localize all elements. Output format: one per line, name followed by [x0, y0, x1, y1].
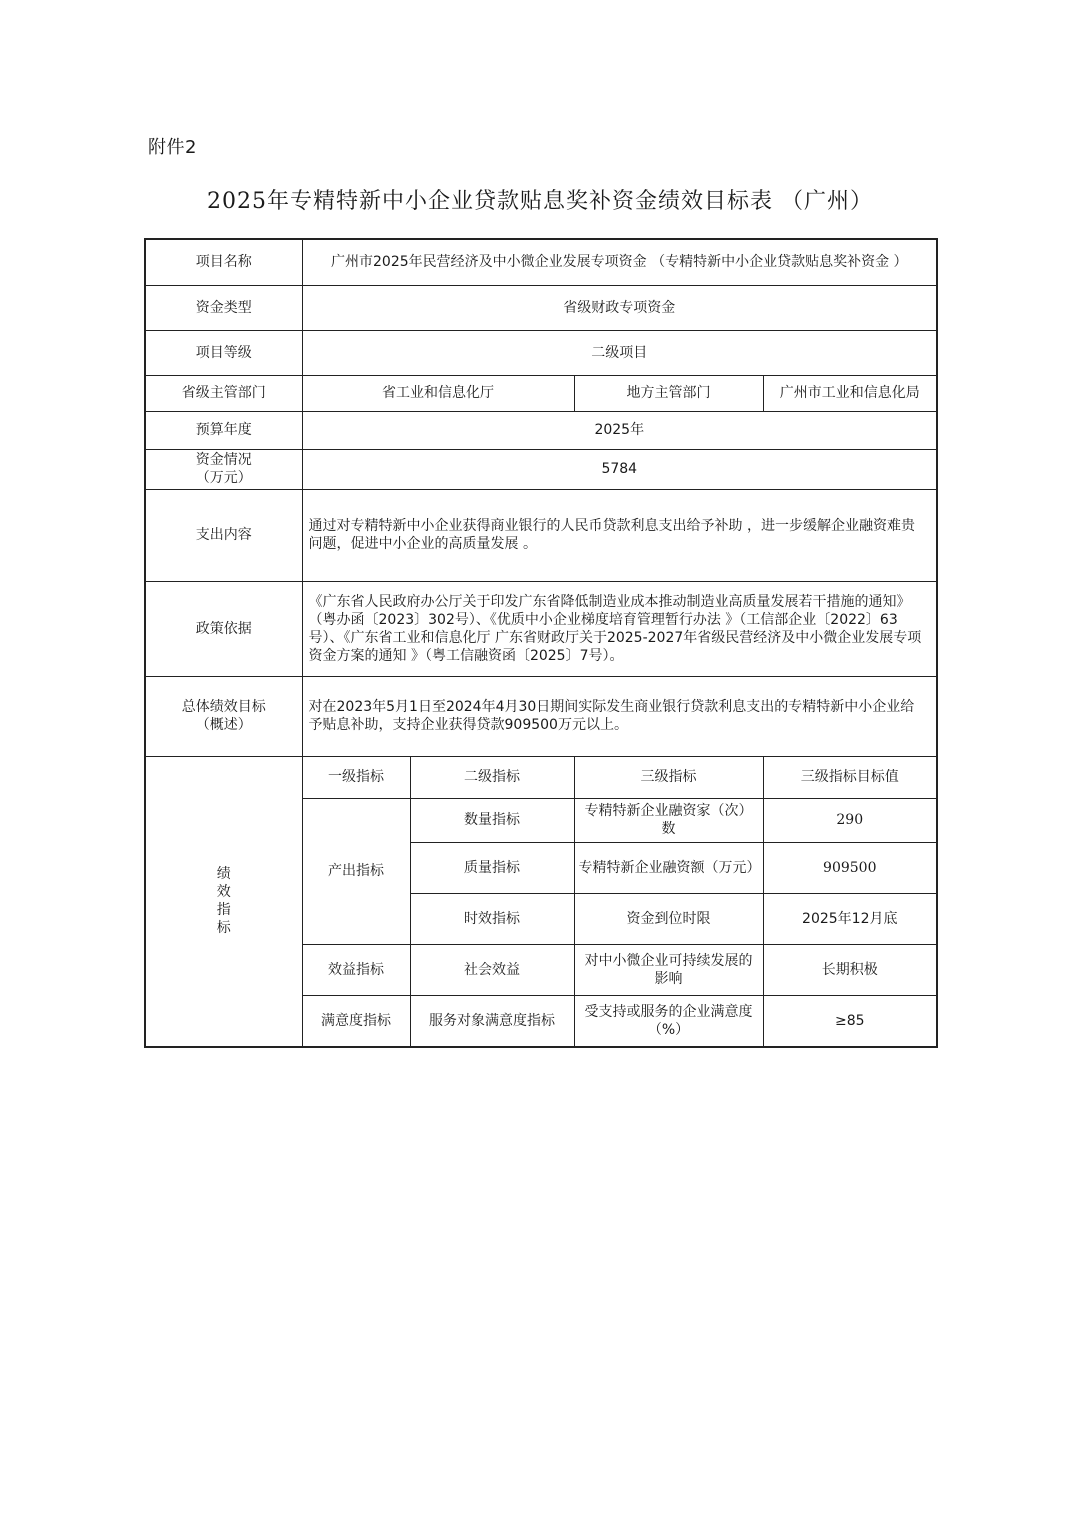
overall-goal-row [145, 676, 937, 756]
output-indicator-label: 产出指标 [302, 798, 410, 944]
expenditure-value: 通过对专精特新中小企业获得商业银行的人民币贷款利息支出给予补助 ，进一步缓解企业融资难贵问题，促进中小企业的高质量发展 。 [302, 489, 937, 581]
level3-cell: 资金到位时限 [574, 893, 763, 944]
overall-goal-value: 对在2023年5月1日至2024年4月30日期间实际发生商业银行贷款利息支出的专精特新中小企业给予贴息补助，支持企业获得贷款909500万元以上。 [302, 676, 937, 756]
indicators-section-label [145, 756, 302, 1047]
level3-cell: 受支持或服务的企业满意度（%） [574, 995, 763, 1047]
performance-table [144, 238, 938, 1048]
section-char: 指 [216, 902, 231, 919]
target-cell: 909500 [763, 842, 937, 893]
level2-cell: 服务对象满意度指标 [410, 995, 574, 1047]
section-char: 效 [216, 884, 231, 901]
project-name-row [145, 239, 937, 285]
budget-year-row [145, 411, 937, 449]
fund-status-label [145, 449, 302, 489]
level2-cell: 数量指标 [410, 798, 574, 842]
header-level3: 三级指标 [574, 756, 763, 798]
target-cell: 2025年12月底 [763, 893, 937, 944]
header-level2: 二级指标 [410, 756, 574, 798]
level3-cell: 对中小微企业可持续发展的影响 [574, 944, 763, 995]
level2-cell: 质量指标 [410, 842, 574, 893]
overall-goal-label-line1: 总体绩效目标 [181, 699, 266, 715]
level3-cell: 专精特新企业融资家（次）数 [574, 798, 763, 842]
project-name-value: 广州市2025年民营经济及中小微企业发展专项资金 （专精特新中小企业贷款贴息奖补资金 ） [302, 239, 937, 285]
fund-status-label-line2: （万元） [195, 470, 252, 486]
level3-cell: 专精特新企业融资额（万元） [574, 842, 763, 893]
project-level-row [145, 330, 937, 375]
target-cell: 290 [763, 798, 937, 842]
level2-cell: 时效指标 [410, 893, 574, 944]
fund-status-value: 5784 [302, 449, 937, 489]
fund-type-label: 资金类型 [145, 285, 302, 330]
document-title: 2025年专精特新中小企业贷款贴息奖补资金绩效目标表 （广州） [207, 189, 873, 214]
target-cell: ≥85 [763, 995, 937, 1047]
budget-year-value: 2025年 [302, 411, 937, 449]
policy-basis-row [145, 581, 937, 676]
fund-type-value: 省级财政专项资金 [302, 285, 937, 330]
expenditure-row [145, 489, 937, 581]
section-char: 绩 [216, 866, 231, 883]
header-target: 三级指标目标值 [763, 756, 937, 798]
overall-goal-label-line2: （概述） [195, 717, 252, 733]
attachment-label: 附件2 [148, 137, 197, 158]
section-char: 标 [216, 920, 231, 937]
local-dept-value: 广州市工业和信息化局 [763, 375, 937, 411]
policy-basis-value: 《广东省人民政府办公厅关于印发广东省降低制造业成本推动制造业高质量发展若干措施的通知》（粤办函〔2023〕302号）、《优质中小企业梯度培育管理暂行办法 》（工信部企业〔2022〕63号）、《广东省工业和信息化厅 广东省财政厅关于2025-2027年省级民营经济及中小微企业发展专项资金方案的通知 》（粤工信融资函〔2025〕7号）。 [302, 581, 937, 676]
local-dept-label: 地方主管部门 [574, 375, 763, 411]
level2-cell: 社会效益 [410, 944, 574, 995]
target-cell: 长期积极 [763, 944, 937, 995]
satisfaction-indicator-label: 满意度指标 [302, 995, 410, 1047]
departments-row [145, 375, 937, 411]
provincial-dept-value: 省工业和信息化厅 [302, 375, 574, 411]
overall-goal-label [145, 676, 302, 756]
benefit-indicator-label: 效益指标 [302, 944, 410, 995]
header-level1: 一级指标 [302, 756, 410, 798]
fund-status-row [145, 449, 937, 489]
fund-status-label-line1: 资金情况 [195, 452, 252, 468]
project-level-value: 二级项目 [302, 330, 937, 375]
expenditure-label: 支出内容 [145, 489, 302, 581]
policy-basis-label: 政策依据 [145, 581, 302, 676]
fund-type-row [145, 285, 937, 330]
indicator-header-row [145, 756, 937, 798]
budget-year-label: 预算年度 [145, 411, 302, 449]
project-level-label: 项目等级 [145, 330, 302, 375]
project-name-label: 项目名称 [145, 239, 302, 285]
provincial-dept-label: 省级主管部门 [145, 375, 302, 411]
